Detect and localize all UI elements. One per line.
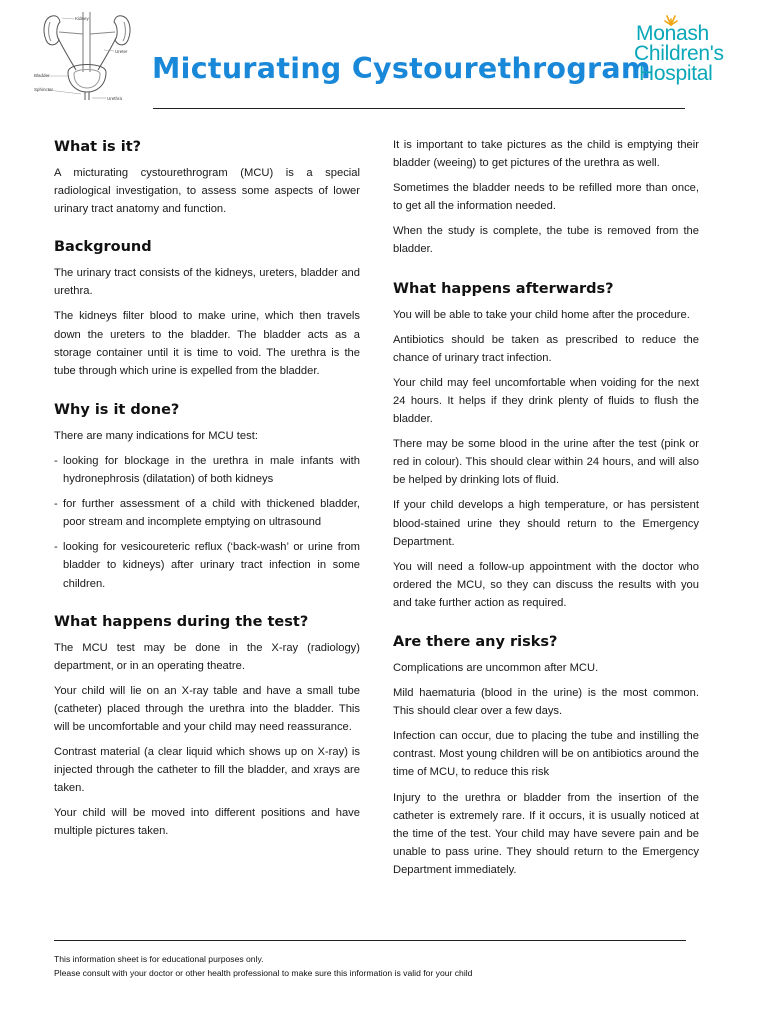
risks-text-3: Infection can occur, due to placing the tube and instilling the contrast. Most young children will be on antibiotics around the time of MCU, to reduce this risk (393, 730, 699, 779)
during-test-text-4: Your child will be moved into different positions and have multiple pictures taken. (54, 807, 360, 838)
during-test-text-3: Contrast material (a clear liquid which shows up on X-ray) is injected through the catheter to fill the bladder, and xrays are taken. (54, 746, 360, 795)
footer-disclaimer (54, 953, 714, 980)
logo-line-2: Children's (634, 42, 724, 65)
what-is-it-text: A micturating cystourethrogram (MCU) is a special radiological investigation, to assess some aspects of lower urinary tract anatomy and function. (54, 167, 360, 216)
why-done-intro: There are many indications for MCU test: (54, 429, 258, 442)
afterwards-text-1: You will be able to take your child home after the procedure. (393, 308, 690, 321)
footer-line-2: Please consult with your doctor or other health professional to make sure this information is valid for your child (54, 967, 473, 978)
during-test-continued-1: It is important to take pictures as the child is emptying their bladder (weeing) to get pictures of the urethra as well. (393, 139, 699, 170)
urinary-tract-diagram (34, 10, 146, 102)
during-test-continued-2: Sometimes the bladder needs to be refilled more than once, to get all the information needed. (393, 182, 699, 213)
during-test-heading: What happens during the test? (54, 613, 309, 630)
background-text-2: The kidneys filter blood to make urine, which then travels down the ureters to the bladder. The bladder acts as a storage container until it is time to void. The urethra is the tube through which urine is expelled from the bladder. (54, 310, 360, 377)
during-test-continued-3: When the study is complete, the tube is removed from the bladder. (393, 225, 699, 256)
during-test-text-2: Your child will lie on an X-ray table and have a small tube (catheter) placed through the urethra into the bladder. This will be uncomfortable and your child may need reassurance. (54, 684, 360, 733)
why-done-heading: Why is it done? (54, 401, 180, 418)
risks-text-2: Mild haematuria (blood in the urine) is the most common. This should clear over a few days. (393, 687, 699, 718)
left-column (54, 124, 360, 841)
logo-line-3: Hospital (639, 62, 713, 85)
risks-text-1: Complications are uncommon after MCU. (393, 661, 599, 674)
indications-list (54, 452, 360, 593)
afterwards-text-2: Antibiotics should be taken as prescribed to reduce the chance of urinary tract infection. (393, 333, 699, 364)
background-heading: Background (54, 239, 152, 256)
afterwards-text-3: Your child may feel uncomfortable when voiding for the next 24 hours. It helps if they drink plenty of fluids to flush the bladder. (393, 376, 699, 426)
footer-divider (54, 940, 686, 941)
sphincter-label: Sphincter (34, 87, 54, 92)
list-item: - looking for vesicoureteric reflux (‘back-wash’ or urine from bladder to kidneys) after urinary tract infection in some children. (54, 538, 360, 592)
afterwards-heading: What happens afterwards? (393, 280, 614, 297)
background-text-1: The urinary tract consists of the kidneys, ureters, bladder and urethra. (54, 267, 360, 298)
during-test-text-1: The MCU test may be done in the X-ray (radiology) department, or in an operating theatre. (54, 641, 360, 672)
kidney-label: Kidney (75, 16, 89, 21)
risks-text-4: Injury to the urethra or bladder from the insertion of the catheter is extremely rare. If it occurs, it is usually noticed at the time of the test. Your child may have severe pain and be unable to pass urine. They should return to the Emergency Department immediately. (393, 791, 699, 876)
header-divider (153, 108, 685, 109)
footer-line-1: This information sheet is for educational purposes only. (54, 954, 264, 964)
page-title: Micturating Cystourethrogram (152, 52, 651, 85)
bladder-label: Bladder (34, 73, 50, 78)
risks-heading: Are there any risks? (393, 633, 558, 650)
urethra-label: Urethra (107, 96, 123, 101)
logo-line-1: Monash (636, 22, 709, 45)
afterwards-text-6: You will need a follow-up appointment with the doctor who ordered the MCU, so they can discuss the results with you and take further action as required. (393, 560, 699, 609)
ureter-label: Ureter (115, 49, 128, 54)
afterwards-text-5: If your child develops a high temperature, or has persistent blood-stained urine they should return to the Emergency Department. (393, 499, 699, 548)
monash-childrens-hospital-logo (634, 12, 744, 92)
what-is-it-heading: What is it? (54, 139, 142, 155)
list-item: - for further assessment of a child with thickened bladder, poor stream and incomplete emptying on ultrasound (54, 495, 360, 531)
list-item: - looking for blockage in the urethra in male infants with hydronephrosis (dilatation) of both kidneys (54, 452, 360, 488)
right-column (393, 124, 699, 879)
afterwards-text-4: There may be some blood in the urine after the test (pink or red in colour). This should clear within 24 hours, and will also be helped by drinking lots of fluid. (393, 438, 699, 487)
